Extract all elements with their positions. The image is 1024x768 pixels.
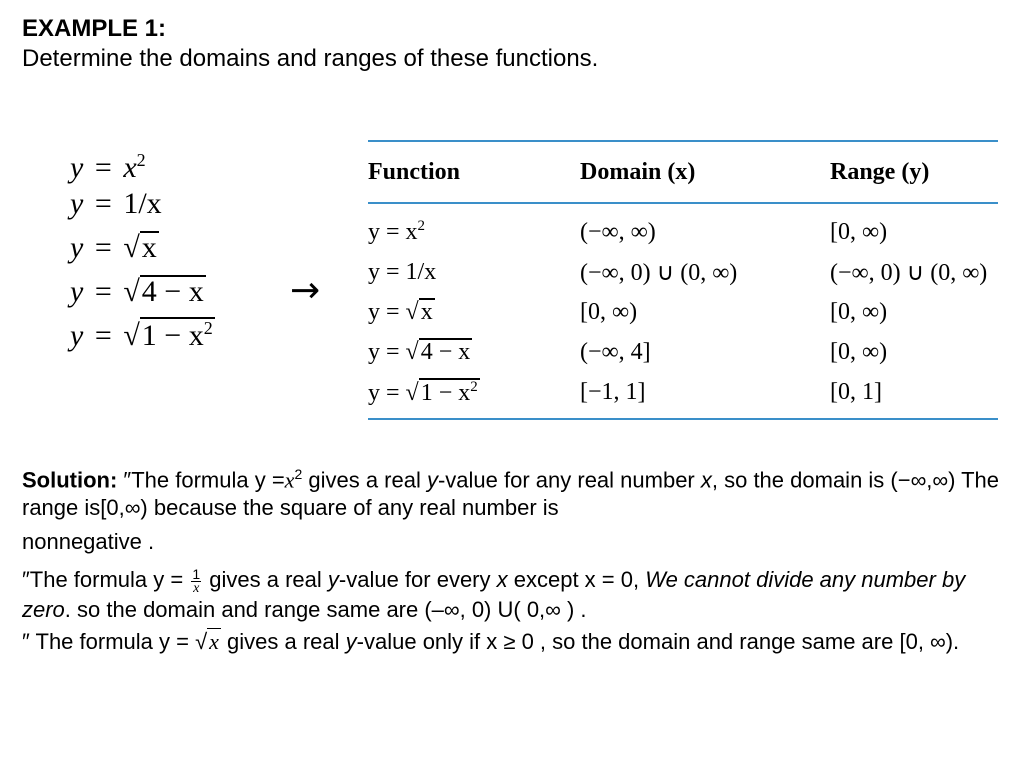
header-range: Range (y) <box>830 158 930 185</box>
fraction-1-over-x: $\frac{1}{x}$ <box>192 566 201 597</box>
sqrt-symbol: √ <box>123 319 140 352</box>
sqrt-symbol: √ <box>195 629 208 655</box>
table-row: y = √x [0, ∞) [0, ∞) <box>368 298 888 325</box>
solution-label: Solution: <box>22 467 118 493</box>
solution-paragraph-3: ″ The formula y = √x gives a real y-value only if x ≥ 0 , so the domain and range same are [0, ∞). <box>22 629 960 655</box>
function-item: y = √4 − x <box>70 275 204 308</box>
domain-range-table <box>368 140 998 420</box>
sqrt-symbol: √ <box>405 299 419 325</box>
function-item: $y = √1 - x^2$ <box>70 318 213 352</box>
function-item: y = 1/x <box>70 187 162 220</box>
solution-text <box>22 460 1012 656</box>
example-instruction: Determine the domains and ranges of these functions. <box>22 45 599 72</box>
solution-paragraph-1: Solution: ″The formula $y =x^2$ gives a real y-value for any real number x, so the domain is (−∞,∞) The range is[0,∞) because the square of any real number is <box>22 466 1000 521</box>
table-header-row <box>368 142 998 202</box>
sqrt-symbol: √ <box>405 379 419 406</box>
solution-paragraph-1-cont: nonnegative . <box>22 529 155 555</box>
table-bottom-rule <box>368 418 998 420</box>
sqrt-symbol: √ <box>405 339 419 365</box>
table-row: $y = x^2$ (−∞, ∞) [0, ∞) <box>368 218 888 245</box>
function-item: $y = x^2$ <box>70 150 146 184</box>
table-row: y = √4 − x (−∞, 4] [0, ∞) <box>368 338 888 365</box>
function-list <box>70 138 215 358</box>
table-row: y = 1/x (−∞, 0) ∪ (0, ∞) (−∞, 0) ∪ (0, ∞) <box>368 258 988 286</box>
function-item: y = √x <box>70 231 157 264</box>
header-function: Function <box>368 158 461 185</box>
sqrt-symbol: √ <box>123 231 140 264</box>
table-body <box>368 204 998 418</box>
right-arrow-icon: → <box>290 270 321 311</box>
solution-paragraph-2: ″The formula y = $\frac{1}{x}$ gives a real y-value for every x except x = 0, We cannot divide any number by zero. so the domain and range same are (–∞, 0) U( 0,∞ ) . <box>22 566 966 623</box>
example-header <box>22 14 598 74</box>
table-row: $y = √1 - x^2$ [−1, 1] [0, 1] <box>368 378 882 406</box>
sqrt-symbol: √ <box>123 275 140 308</box>
header-domain: Domain (x) <box>580 158 696 185</box>
example-title: EXAMPLE 1: <box>22 15 167 42</box>
